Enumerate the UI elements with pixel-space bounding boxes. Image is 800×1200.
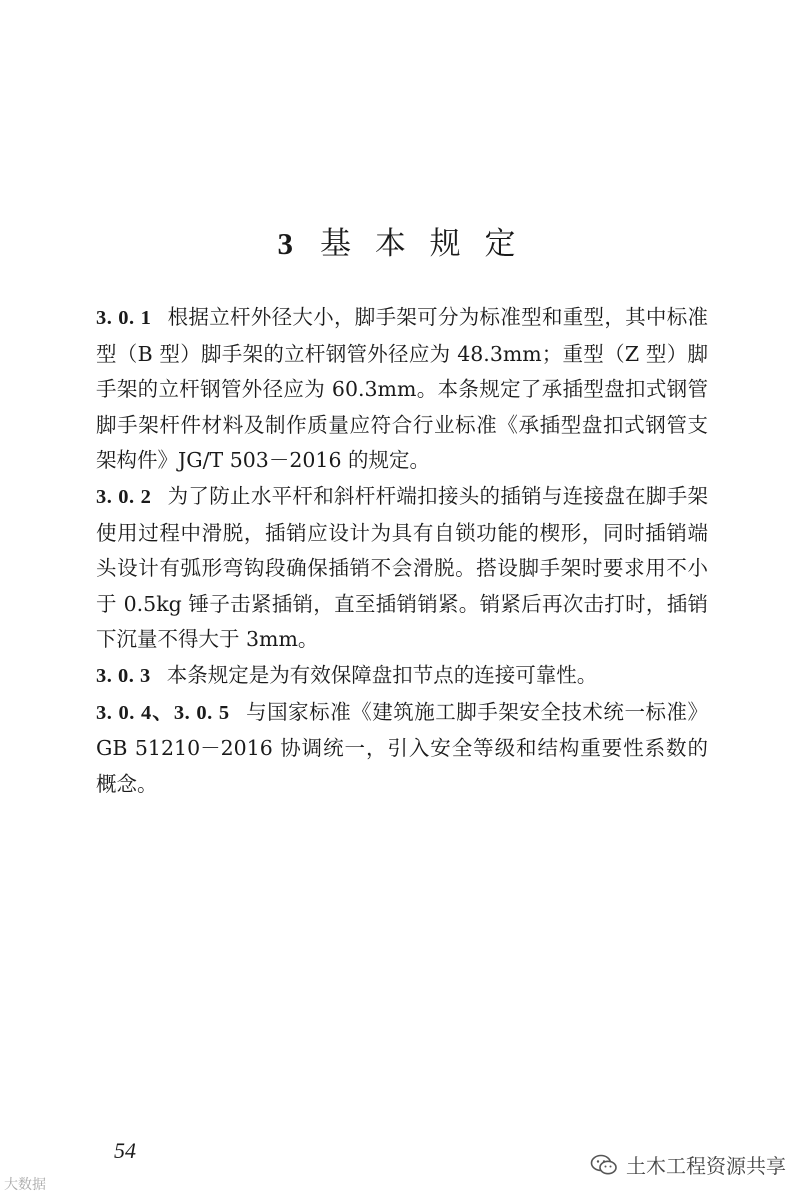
clause-number: 3. 0. 1	[96, 307, 152, 329]
clause-3-0-2	[96, 479, 708, 658]
clause-number: 3. 0. 4、3. 0. 5	[96, 701, 230, 724]
watermark-right	[590, 1150, 786, 1179]
wechat-icon	[590, 1154, 618, 1176]
clause-3-0-1	[96, 300, 708, 479]
clause-text: 根据立杆外径大小，脚手架可分为标准型和重型，其中标准型（B 型）脚手架的立杆钢管外径应为 48.3mm；重型（Z 型）脚手架的立杆钢管外径应为 60.3mm。本条规定了承插型盘扣式钢管脚手架杆件材料及制作质量应符合行业标准《承插型盘扣式钢管支架构件》JG/T 503－2016 的规定。	[96, 305, 709, 473]
chapter-title-text: 基 本 规 定	[319, 226, 523, 262]
clause-text: 为了防止水平杆和斜杆杆端扣接头的插销与连接盘在脚手架使用过程中滑脱，插销应设计为具有自锁功能的楔形，同时插销端头设计有弧形弯钩段确保插销不会滑脱。搭设脚手架时要求用不小于 0.5kg 锤子击紧插销，直至插销销紧。销紧后再次击打时，插销下沉量不得大于 3mm。	[96, 483, 709, 652]
watermark-right-text: 土木工程资源共享	[626, 1154, 786, 1178]
clause-3-0-4-5	[96, 695, 708, 803]
clause-number: 3. 0. 3	[96, 664, 151, 687]
clause-text: 与国家标准《建筑施工脚手架安全技术统一标准》GB 51210－2016 协调统一，引入安全等级和结构重要性系数的概念。	[96, 699, 709, 796]
chapter-title	[0, 218, 800, 263]
clause-3-0-3	[96, 658, 708, 695]
clause-list	[96, 300, 708, 802]
chapter-number: 3	[277, 226, 300, 261]
clause-text: 本条规定是为有效保障盘扣节点的连接可靠性。	[166, 662, 598, 687]
clause-number: 3. 0. 2	[96, 485, 152, 508]
page-number: 54	[114, 1138, 136, 1163]
watermark-left: 大数据	[4, 1177, 46, 1193]
